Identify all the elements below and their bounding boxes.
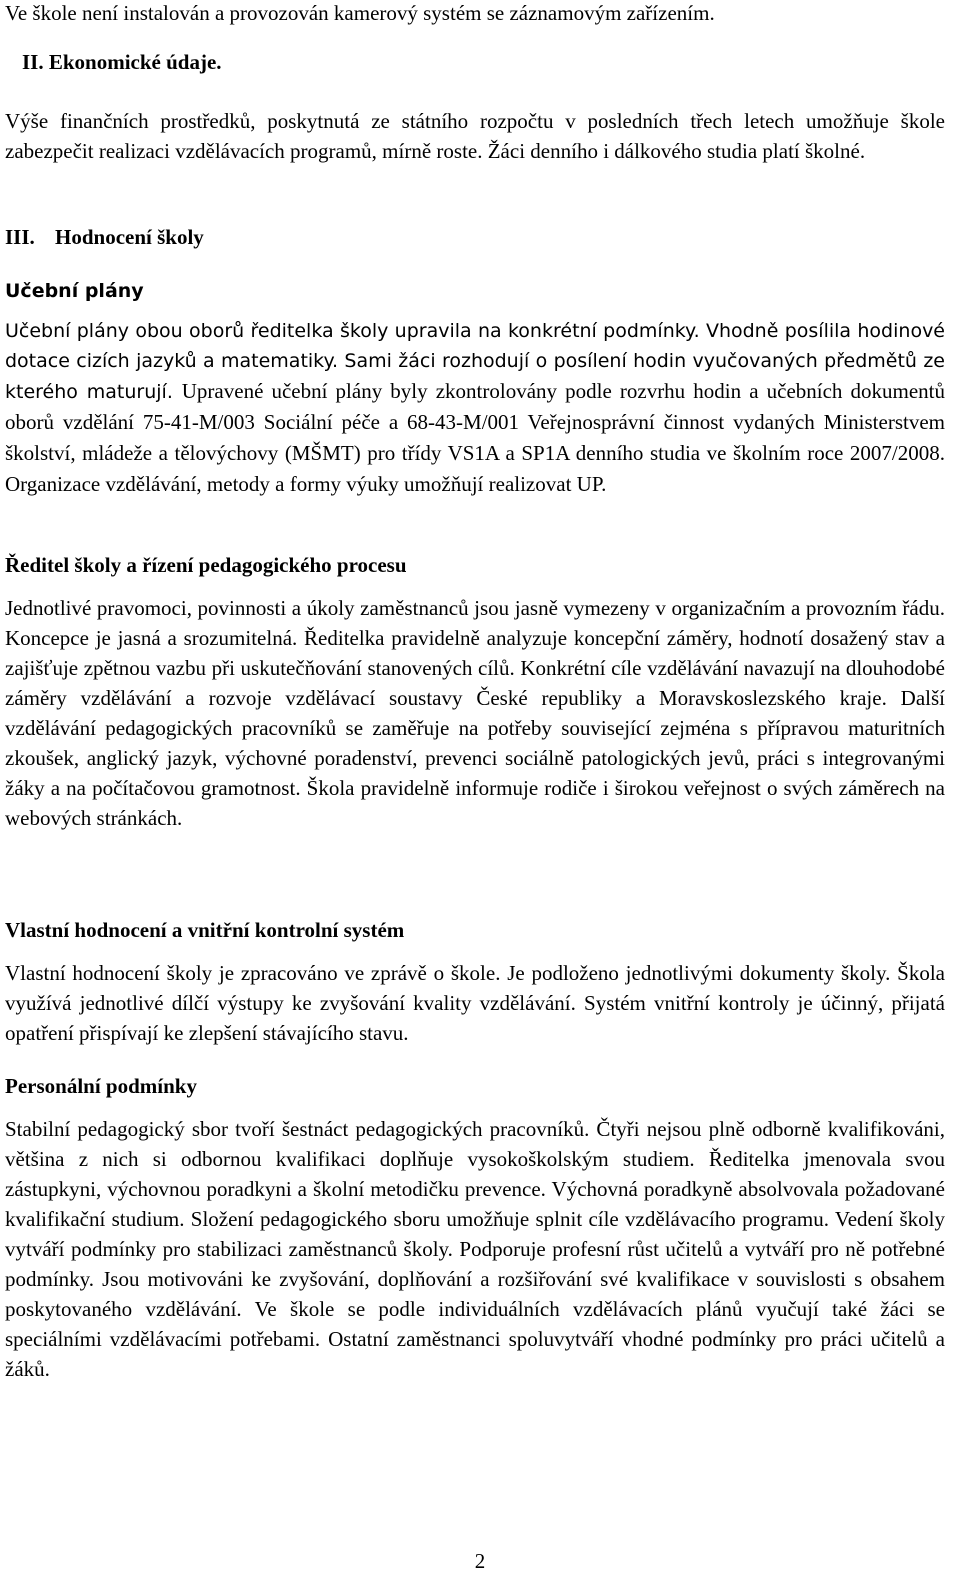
plans-paragraph-text: Učební plány obou oborů ředitelka školy upravila na konkrétní podmínky. Vhodně posílila hodinové dotace cizích jazyků a matematiky. Sami žáci rozhodují o posílení hodin vyučovaných předmětů ze kterého maturují. xyxy=(5,320,945,403)
personnel-paragraph: Stabilní pedagogický sbor tvoří šestnáct pedagogických pracovníků. Čtyři nejsou plně odborně kvalifikováni, většina z nich si odbornou kvalifikaci doplňuje vysokoškolským studiem. Ředitelka jmenovala svou zástupkyni, výchovnou poradkyni a školní metodičku prevence. Výchovná poradkyně absolvovala požadované kvalifikační studium. Složení pedagogického sboru umožňuje splnit cíle vzdělávacího programu. Vedení školy vytváří podmínky pro stabilizaci zaměstnanců školy. Podporuje profesní růst učitelů a vytváří pro ně potřebné podmínky. Jsou motivováni ke zvyšování, doplňování a rozšiřování své kvalifikace v souvislosti s obsahem poskytovaného vzdělávání. Ve škole se podle individuálních vzdělávacích plánů vyučují také žáci se speciálními vzdělávacími potřebami. Ostatní zaměstnanci spoluvytváří vhodné podmínky pro práci učitelů a žáků. xyxy=(5,1117,945,1381)
plans-paragraph-continuation: Upravené učební plány byly zkontrolovány podle rozvrhu hodin a učebních dokumentů oborů vzdělání 75-41-M/003 Sociální péče a 68-43-M/001 Veřejnosprávní činnost vydaných Ministerstvem školství, mládeže a tělovýchovy (MŠMT) pro třídy VS1A a SP1A denního studia ve školním roce 2007/2008. Organizace vzdělávání, metody a formy výuky umožňují realizovat UP. xyxy=(5,379,945,496)
plans-paragraph xyxy=(5,316,945,500)
self-evaluation-paragraph: Vlastní hodnocení školy je zpracováno ve zprávě o škole. Je podloženo jednotlivými dokumenty školy. Škola využívá jednotlivé dílčí výstupy ke zvyšování kvality vzdělávání. Systém vnitřní kontroly je účinný, přijatá opatření přispívají ke zlepšení stávajícího stavu. xyxy=(5,961,945,1045)
plans-heading: Učební plány xyxy=(5,280,144,302)
director-heading: Ředitel školy a řízení pedagogického procesu xyxy=(5,553,407,577)
evaluation-heading-number: III. xyxy=(5,225,35,249)
page-number: 2 xyxy=(474,1549,486,1573)
personnel-heading: Personální podmínky xyxy=(5,1074,197,1098)
evaluation-heading xyxy=(5,222,945,252)
self-evaluation-heading: Vlastní hodnocení a vnitřní kontrolní systém xyxy=(5,918,405,942)
economic-paragraph: Výše finančních prostředků, poskytnutá ze státního rozpočtu v posledních třech letech umožňuje škole zabezpečit realizaci vzdělávacích programů, mírně roste. Žáci denního i dálkového studia platí školné. xyxy=(5,109,945,163)
evaluation-heading-title: Hodnocení školy xyxy=(55,225,204,249)
economic-heading: II. Ekonomické údaje. xyxy=(22,50,222,74)
director-paragraph: Jednotlivé pravomoci, povinnosti a úkoly zaměstnanců jsou jasně vymezeny v organizačním a provozním řádu. Koncepce je jasná a srozumitelná. Ředitelka pravidelně analyzuje koncepční záměry, hodnotí dosažený stav a zajišťuje zpětnou vazbu při uskutečňování stanovených cílů. Konkrétní cíle vzdělávání navazují na dlouhodobé záměry vzdělávání a rozvoje vzdělávací soustavy České republiky a Moravskoslezského kraje. Další vzdělávání pedagogických pracovníků se zaměřuje na potřeby související zejména s přípravou maturitních zkoušek, anglický jazyk, výchovné poradenství, prevenci sociálně patologických jevů, práci s integrovanými žáky a na počítačovou gramotnost. Škola pravidelně informuje rodiče i širokou veřejnost o svých záměrech na webových stránkách. xyxy=(5,596,945,830)
camera-paragraph: Ve škole není instalován a provozován kamerový systém se záznamovým zařízením. xyxy=(5,1,715,25)
